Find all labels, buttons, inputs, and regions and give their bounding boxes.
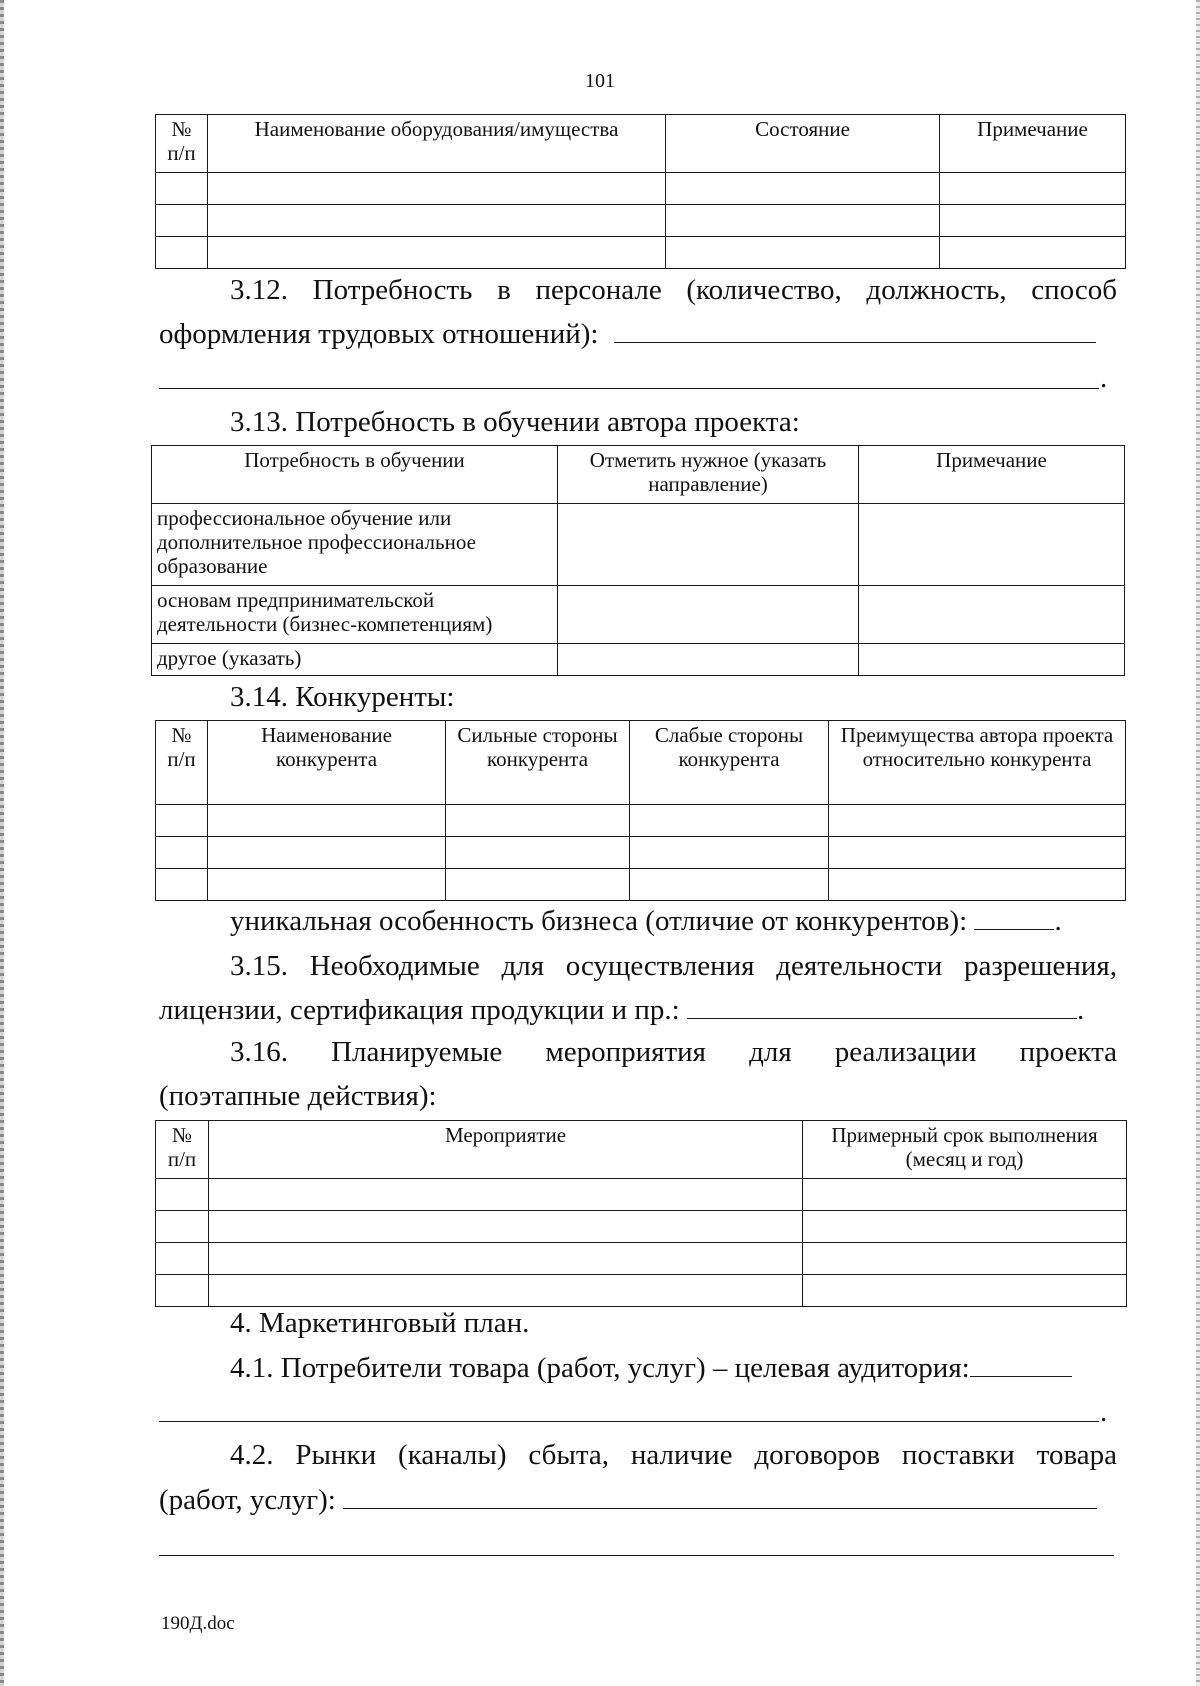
table-row — [156, 805, 1126, 837]
section-4-2-label: (работ, услуг): — [159, 1484, 344, 1516]
table-header-row — [152, 446, 1125, 504]
section-3-13-heading: 3.13. Потребность в обучении автора проекта: — [230, 406, 800, 438]
table-row — [156, 1243, 1127, 1275]
col-header-equipment-name: Наименование оборудования/имущества — [208, 115, 666, 173]
col-header-number: № п/п — [156, 1121, 209, 1179]
table-row — [156, 173, 1126, 205]
table-cell[interactable] — [208, 837, 446, 869]
page-number: 101 — [585, 70, 615, 92]
table-cell[interactable] — [940, 205, 1126, 237]
table-cell[interactable] — [558, 586, 859, 644]
section-3-14-heading: 3.14. Конкуренты: — [230, 681, 455, 713]
table-cell[interactable] — [446, 837, 630, 869]
table-row — [156, 1179, 1127, 1211]
col-header-competitor-name: Наименование конкурента — [208, 721, 446, 805]
staff-needs-input-line2[interactable] — [159, 388, 1099, 389]
training-type-label: другое (указать) — [152, 644, 558, 676]
sales-channels-input-line2[interactable] — [159, 1555, 1114, 1556]
table-cell[interactable] — [156, 869, 208, 901]
sales-channels-input[interactable] — [343, 1482, 1097, 1509]
table-cell[interactable] — [156, 805, 208, 837]
training-type-label: основам предпринимательской деятельности (бизнес-компетенциям) — [152, 586, 558, 644]
table-cell[interactable] — [156, 1211, 209, 1243]
table-cell[interactable] — [803, 1243, 1127, 1275]
table-cell[interactable] — [666, 237, 940, 269]
table-cell[interactable] — [859, 644, 1125, 676]
table-cell[interactable] — [803, 1179, 1127, 1211]
table-row — [156, 1211, 1127, 1243]
section-3-15-line1: 3.15. Необходимые для осуществления деятельности разрешения, — [230, 950, 1117, 982]
col-header-number: № п/п — [156, 115, 208, 173]
section-3-16-line2: (поэтапные действия): — [159, 1080, 437, 1112]
table-cell[interactable] — [803, 1211, 1127, 1243]
section-3-15-dot: . — [1076, 994, 1085, 1026]
table-cell[interactable] — [859, 504, 1125, 586]
table-cell[interactable] — [156, 237, 208, 269]
section-4-1-label: 4.1. Потребители товара (работ, услуг) – целевая аудитория: — [230, 1352, 970, 1384]
table-cell[interactable] — [558, 644, 859, 676]
table-cell[interactable] — [156, 173, 208, 205]
col-header-training-need: Потребность в обучении — [152, 446, 558, 504]
table-header-row — [156, 1121, 1127, 1179]
table-cell[interactable] — [446, 805, 630, 837]
table-cell[interactable] — [829, 837, 1126, 869]
table-cell[interactable] — [208, 205, 666, 237]
unique-feature-label: уникальная особенность бизнеса (отличие от конкурентов): — [230, 905, 975, 937]
activities-table — [155, 1120, 1127, 1307]
table-header-row — [156, 115, 1126, 173]
table-cell[interactable] — [156, 205, 208, 237]
section-3-12-line2 — [159, 314, 1119, 354]
col-header-deadline: Примерный срок выполнения (месяц и год) — [803, 1121, 1127, 1179]
table-cell[interactable] — [630, 837, 829, 869]
target-audience-input[interactable] — [970, 1350, 1072, 1377]
table-row — [152, 504, 1125, 586]
table-row — [156, 237, 1126, 269]
table-cell[interactable] — [156, 1179, 209, 1211]
col-header-condition: Состояние — [666, 115, 940, 173]
col-header-strengths: Сильные стороны конкурента — [446, 721, 630, 805]
table-row — [156, 1275, 1127, 1307]
table-header-row — [156, 721, 1126, 805]
section-4-2-line2 — [159, 1480, 1119, 1520]
competitors-table — [155, 720, 1126, 901]
unique-feature-dot: . — [1054, 905, 1062, 937]
section-3-15-line2 — [159, 990, 1119, 1030]
section-4-1-line — [230, 1348, 1120, 1388]
staff-needs-input[interactable] — [614, 316, 1096, 343]
table-cell[interactable] — [803, 1275, 1127, 1307]
table-row — [156, 869, 1126, 901]
table-cell[interactable] — [558, 504, 859, 586]
table-cell[interactable] — [829, 869, 1126, 901]
table-cell[interactable] — [666, 173, 940, 205]
section-3-15-label: лицензии, сертификация продукции и пр.: — [159, 994, 687, 1026]
table-cell[interactable] — [208, 869, 446, 901]
unique-feature-line — [230, 901, 1120, 941]
table-cell[interactable] — [208, 237, 666, 269]
training-type-label: профессиональное обучение или дополнительное профессиональное образование — [152, 504, 558, 586]
table-cell[interactable] — [446, 869, 630, 901]
table-cell[interactable] — [209, 1179, 803, 1211]
table-cell[interactable] — [209, 1275, 803, 1307]
section-3-12-label: оформления трудовых отношений): — [159, 318, 599, 350]
training-needs-table — [151, 445, 1125, 676]
equipment-table — [155, 114, 1126, 269]
table-cell[interactable] — [208, 805, 446, 837]
unique-feature-input[interactable] — [974, 903, 1054, 930]
col-header-number: № п/п — [156, 721, 208, 805]
col-header-note: Примечание — [940, 115, 1126, 173]
table-row — [156, 837, 1126, 869]
col-header-activity: Мероприятие — [209, 1121, 803, 1179]
table-cell[interactable] — [630, 805, 829, 837]
footer-filename: 190Д.doc — [161, 1613, 235, 1634]
table-cell[interactable] — [940, 173, 1126, 205]
col-header-advantages: Преимущества автора проекта относительно конкурента — [829, 721, 1126, 805]
table-cell[interactable] — [156, 837, 208, 869]
table-cell[interactable] — [859, 586, 1125, 644]
scan-edge-right — [1196, 0, 1200, 1686]
section-3-12-line1: 3.12. Потребность в персонале (количество, должность, способ — [230, 274, 1117, 306]
table-row — [152, 586, 1125, 644]
section-4-2-line1: 4.2. Рынки (каналы) сбыта, наличие договоров поставки товара — [230, 1439, 1117, 1471]
table-cell[interactable] — [940, 237, 1126, 269]
table-row — [152, 644, 1125, 676]
col-header-mark-needed: Отметить нужное (указать направление) — [558, 446, 859, 504]
table-cell[interactable] — [156, 1275, 209, 1307]
table-cell[interactable] — [829, 805, 1126, 837]
table-cell[interactable] — [630, 869, 829, 901]
permits-input[interactable] — [687, 992, 1077, 1019]
table-cell[interactable] — [209, 1243, 803, 1275]
table-cell[interactable] — [666, 205, 940, 237]
section-3-16-line1: 3.16. Планируемые мероприятия для реализации проекта — [230, 1036, 1117, 1068]
target-audience-input-line2[interactable] — [159, 1421, 1099, 1422]
scan-edge-left — [0, 0, 4, 1686]
table-row — [156, 205, 1126, 237]
section-3-12-dot: . — [1100, 362, 1108, 394]
section-4-1-dot: . — [1100, 1396, 1108, 1428]
col-header-weaknesses: Слабые стороны конкурента — [630, 721, 829, 805]
table-cell[interactable] — [209, 1211, 803, 1243]
table-cell[interactable] — [208, 173, 666, 205]
section-4-heading: 4. Маркетинговый план. — [230, 1307, 530, 1339]
col-header-note: Примечание — [859, 446, 1125, 504]
table-cell[interactable] — [156, 1243, 209, 1275]
